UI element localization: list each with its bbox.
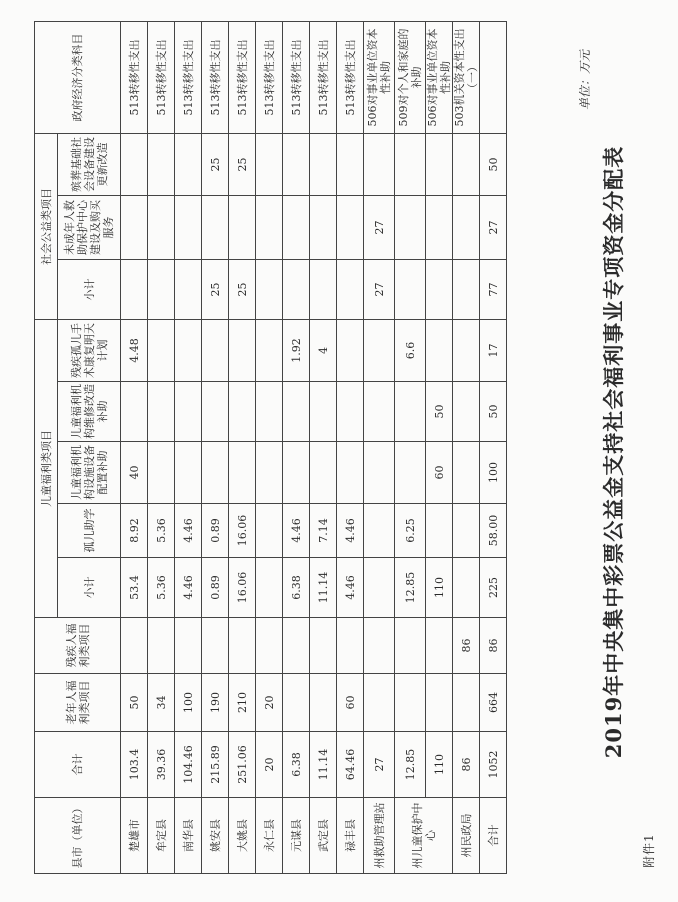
- table-row: [256, 21, 283, 873]
- cell-elderly: [364, 674, 395, 732]
- cell-child-subtotal: 5.36: [148, 558, 175, 618]
- table-row: [121, 21, 148, 873]
- cell-child-repair: 50: [480, 382, 507, 442]
- cell-disabled: [175, 618, 202, 674]
- cell-county: 永仁县: [256, 798, 283, 874]
- cell-social-subtotal: [337, 259, 364, 319]
- header-child-repair: 儿童福利机构维修改造补助: [58, 382, 121, 442]
- cell-surgery: [337, 319, 364, 381]
- cell-funeral: [175, 133, 202, 195]
- cell-econ: 513转移性支出: [229, 21, 256, 133]
- cell-child-repair: [337, 382, 364, 442]
- cell-child-subtotal: 4.46: [175, 558, 202, 618]
- cell-disabled: [283, 618, 310, 674]
- cell-social-subtotal: [310, 259, 337, 319]
- cell-orphan: 58.00: [480, 504, 507, 558]
- cell-elderly: [283, 674, 310, 732]
- cell-child-subtotal: [256, 558, 283, 618]
- cell-county: 姚安县: [202, 798, 229, 874]
- cell-orphan: [453, 504, 480, 558]
- cell-econ: 506对事业单位资本性补助: [426, 21, 453, 133]
- cell-social-subtotal: [283, 259, 310, 319]
- cell-funeral: [121, 133, 148, 195]
- cell-total: 64.46: [337, 732, 364, 798]
- cell-minor: [229, 195, 256, 259]
- header-surgery: 残疾孤儿手术康复明天计划: [58, 319, 121, 381]
- cell-surgery: [256, 319, 283, 381]
- cell-county: 州救助管理站: [364, 798, 395, 874]
- cell-surgery: [229, 319, 256, 381]
- table-row: [426, 21, 453, 873]
- cell-social-subtotal: [395, 259, 426, 319]
- cell-surgery: 17: [480, 319, 507, 381]
- cell-funeral: 50: [480, 133, 507, 195]
- cell-child-subtotal: 0.89: [202, 558, 229, 618]
- cell-county: 禄丰县: [337, 798, 364, 874]
- cell-child-equip: [364, 442, 395, 504]
- cell-county: 南华县: [175, 798, 202, 874]
- cell-social-subtotal: [148, 259, 175, 319]
- cell-econ: 513转移性支出: [148, 21, 175, 133]
- cell-funeral: [337, 133, 364, 195]
- cell-funeral: [395, 133, 426, 195]
- cell-child-equip: [148, 442, 175, 504]
- cell-surgery: [175, 319, 202, 381]
- cell-total: 1052: [480, 732, 507, 798]
- cell-child-equip: 40: [121, 442, 148, 504]
- cell-child-subtotal: 53.4: [121, 558, 148, 618]
- cell-surgery: 6.6: [395, 319, 426, 381]
- cell-econ: 509对个人和家庭的补助: [395, 21, 426, 133]
- cell-disabled: [310, 618, 337, 674]
- cell-elderly: 60: [337, 674, 364, 732]
- cell-social-subtotal: 77: [480, 259, 507, 319]
- cell-orphan: 7.14: [310, 504, 337, 558]
- cell-minor: [121, 195, 148, 259]
- cell-total: 251.06: [229, 732, 256, 798]
- header-econ: 政府经济分类科目: [35, 21, 121, 133]
- cell-elderly: [310, 674, 337, 732]
- cell-funeral: [310, 133, 337, 195]
- cell-child-equip: [453, 442, 480, 504]
- cell-minor: 27: [364, 195, 395, 259]
- cell-disabled: [426, 618, 453, 674]
- table-row: [229, 21, 256, 873]
- cell-social-subtotal: 27: [364, 259, 395, 319]
- table-row: [364, 21, 395, 873]
- cell-social-subtotal: [121, 259, 148, 319]
- header-elderly: 老年人福利类项目: [35, 674, 121, 732]
- cell-total: 20: [256, 732, 283, 798]
- header-social-group: 社会公益类项目: [35, 133, 58, 319]
- cell-orphan: 6.25: [395, 504, 426, 558]
- cell-county: 大姚县: [229, 798, 256, 874]
- table-row-total: [480, 21, 507, 873]
- cell-total: 11.14: [310, 732, 337, 798]
- cell-minor: [395, 195, 426, 259]
- cell-econ: 506对事业单位资本性补助: [364, 21, 395, 133]
- cell-elderly: [426, 674, 453, 732]
- table-row: [283, 21, 310, 873]
- allocation-table: [34, 21, 507, 874]
- cell-child-repair: [148, 382, 175, 442]
- cell-social-subtotal: [175, 259, 202, 319]
- cell-child-equip: [337, 442, 364, 504]
- cell-total: 104.46: [175, 732, 202, 798]
- cell-child-equip: [283, 442, 310, 504]
- cell-surgery: 1.92: [283, 319, 310, 381]
- cell-funeral: [364, 133, 395, 195]
- table-row: [148, 21, 175, 873]
- cell-child-subtotal: [364, 558, 395, 618]
- cell-econ: 513转移性支出: [283, 21, 310, 133]
- cell-total: 103.4: [121, 732, 148, 798]
- cell-orphan: [364, 504, 395, 558]
- cell-disabled: 86: [453, 618, 480, 674]
- cell-surgery: 4: [310, 319, 337, 381]
- table-row: [175, 21, 202, 873]
- cell-funeral: [426, 133, 453, 195]
- cell-elderly: 210: [229, 674, 256, 732]
- cell-total: 6.38: [283, 732, 310, 798]
- cell-econ: 503机关资本性支出（一）: [453, 21, 480, 133]
- cell-child-repair: [202, 382, 229, 442]
- cell-elderly: 50: [121, 674, 148, 732]
- cell-elderly: [395, 674, 426, 732]
- cell-child-subtotal: 6.38: [283, 558, 310, 618]
- cell-county: 楚雄市: [121, 798, 148, 874]
- cell-child-repair: [453, 382, 480, 442]
- cell-funeral: [453, 133, 480, 195]
- cell-econ: 513转移性支出: [202, 21, 229, 133]
- cell-child-equip: 100: [480, 442, 507, 504]
- cell-minor: [310, 195, 337, 259]
- cell-econ: 513转移性支出: [310, 21, 337, 133]
- cell-funeral: [283, 133, 310, 195]
- cell-child-subtotal: 4.46: [337, 558, 364, 618]
- cell-minor: [337, 195, 364, 259]
- cell-disabled: [395, 618, 426, 674]
- header-child-group: 儿童福利类项目: [35, 319, 58, 617]
- cell-child-repair: [364, 382, 395, 442]
- header-funeral: 殡葬基础社会设备建设更新改造: [58, 133, 121, 195]
- cell-disabled: [364, 618, 395, 674]
- cell-county: 牟定县: [148, 798, 175, 874]
- cell-county: 合计: [480, 798, 507, 874]
- cell-social-subtotal: [453, 259, 480, 319]
- cell-surgery: [364, 319, 395, 381]
- cell-disabled: [337, 618, 364, 674]
- cell-disabled: [202, 618, 229, 674]
- cell-orphan: 8.92: [121, 504, 148, 558]
- cell-child-repair: [175, 382, 202, 442]
- table-row: [453, 21, 480, 873]
- cell-surgery: 4.48: [121, 319, 148, 381]
- cell-orphan: 4.46: [337, 504, 364, 558]
- header-child-equip: 儿童福利机构设施设备配置补助: [58, 442, 121, 504]
- cell-econ: 513转移性支出: [175, 21, 202, 133]
- cell-child-subtotal: 12.85: [395, 558, 426, 618]
- cell-child-repair: [121, 382, 148, 442]
- cell-disabled: [121, 618, 148, 674]
- cell-orphan: [256, 504, 283, 558]
- cell-orphan: 0.89: [202, 504, 229, 558]
- cell-econ: [480, 21, 507, 133]
- cell-orphan: 16.06: [229, 504, 256, 558]
- cell-child-equip: [229, 442, 256, 504]
- cell-child-subtotal: 110: [426, 558, 453, 618]
- cell-child-repair: [229, 382, 256, 442]
- cell-surgery: [453, 319, 480, 381]
- page-title: 2019年中央集中彩票公益金支持社会福利事业专项资金分配表: [601, 145, 626, 759]
- cell-elderly: 100: [175, 674, 202, 732]
- cell-minor: [283, 195, 310, 259]
- cell-econ: 513转移性支出: [256, 21, 283, 133]
- cell-child-repair: [395, 382, 426, 442]
- cell-funeral: [148, 133, 175, 195]
- cell-orphan: 4.46: [283, 504, 310, 558]
- cell-total: 86: [453, 732, 480, 798]
- cell-child-subtotal: 225: [480, 558, 507, 618]
- cell-disabled: 86: [480, 618, 507, 674]
- cell-total: 110: [426, 732, 453, 798]
- cell-elderly: 664: [480, 674, 507, 732]
- header-minor: 未成年人救助保护中心建设及购买服务: [58, 195, 121, 259]
- cell-minor: 27: [480, 195, 507, 259]
- cell-child-repair: [256, 382, 283, 442]
- cell-social-subtotal: [426, 259, 453, 319]
- cell-minor: [256, 195, 283, 259]
- cell-total: 27: [364, 732, 395, 798]
- table-row: [310, 21, 337, 873]
- cell-child-equip: [310, 442, 337, 504]
- cell-elderly: [453, 674, 480, 732]
- table-row: [395, 21, 426, 873]
- table-row: [337, 21, 364, 873]
- table-row: [202, 21, 229, 873]
- cell-disabled: [148, 618, 175, 674]
- cell-social-subtotal: 25: [229, 259, 256, 319]
- cell-econ: 513转移性支出: [121, 21, 148, 133]
- cell-elderly: 190: [202, 674, 229, 732]
- cell-surgery: [148, 319, 175, 381]
- cell-county: 州民政局: [453, 798, 480, 874]
- cell-minor: [426, 195, 453, 259]
- cell-child-equip: [395, 442, 426, 504]
- cell-social-subtotal: [256, 259, 283, 319]
- cell-total: 39.36: [148, 732, 175, 798]
- cell-minor: [148, 195, 175, 259]
- cell-econ: 513转移性支出: [337, 21, 364, 133]
- cell-child-equip: [175, 442, 202, 504]
- cell-child-equip: 60: [426, 442, 453, 504]
- cell-funeral: 25: [202, 133, 229, 195]
- header-child-subtotal: 小计: [58, 558, 121, 618]
- cell-elderly: 34: [148, 674, 175, 732]
- cell-social-subtotal: 25: [202, 259, 229, 319]
- header-social-subtotal: 小计: [58, 259, 121, 319]
- cell-child-equip: [256, 442, 283, 504]
- cell-orphan: 5.36: [148, 504, 175, 558]
- unit-label: 单位：万元: [578, 49, 592, 110]
- cell-minor: [202, 195, 229, 259]
- cell-child-equip: [202, 442, 229, 504]
- cell-county: 元谋县: [283, 798, 310, 874]
- header-disabled: 残疾人福利类项目: [35, 618, 121, 674]
- header-total: 合计: [35, 732, 121, 798]
- cell-disabled: [256, 618, 283, 674]
- cell-disabled: [229, 618, 256, 674]
- cell-funeral: [256, 133, 283, 195]
- cell-child-repair: [310, 382, 337, 442]
- cell-minor: [175, 195, 202, 259]
- cell-county: 武定县: [310, 798, 337, 874]
- cell-minor: [453, 195, 480, 259]
- cell-child-subtotal: 11.14: [310, 558, 337, 618]
- cell-elderly: 20: [256, 674, 283, 732]
- cell-orphan: 4.46: [175, 504, 202, 558]
- header-county: 县市（单位）: [35, 798, 121, 874]
- cell-child-repair: 50: [426, 382, 453, 442]
- cell-surgery: [202, 319, 229, 381]
- attachment-label: 附件1: [642, 833, 656, 868]
- cell-child-subtotal: 16.06: [229, 558, 256, 618]
- cell-total: 215.89: [202, 732, 229, 798]
- header-orphan: 孤儿助学: [58, 504, 121, 558]
- cell-county: 州儿童保护中心: [395, 798, 453, 874]
- cell-funeral: 25: [229, 133, 256, 195]
- cell-total: 12.85: [395, 732, 426, 798]
- cell-child-subtotal: [453, 558, 480, 618]
- cell-child-repair: [283, 382, 310, 442]
- cell-orphan: [426, 504, 453, 558]
- cell-surgery: [426, 319, 453, 381]
